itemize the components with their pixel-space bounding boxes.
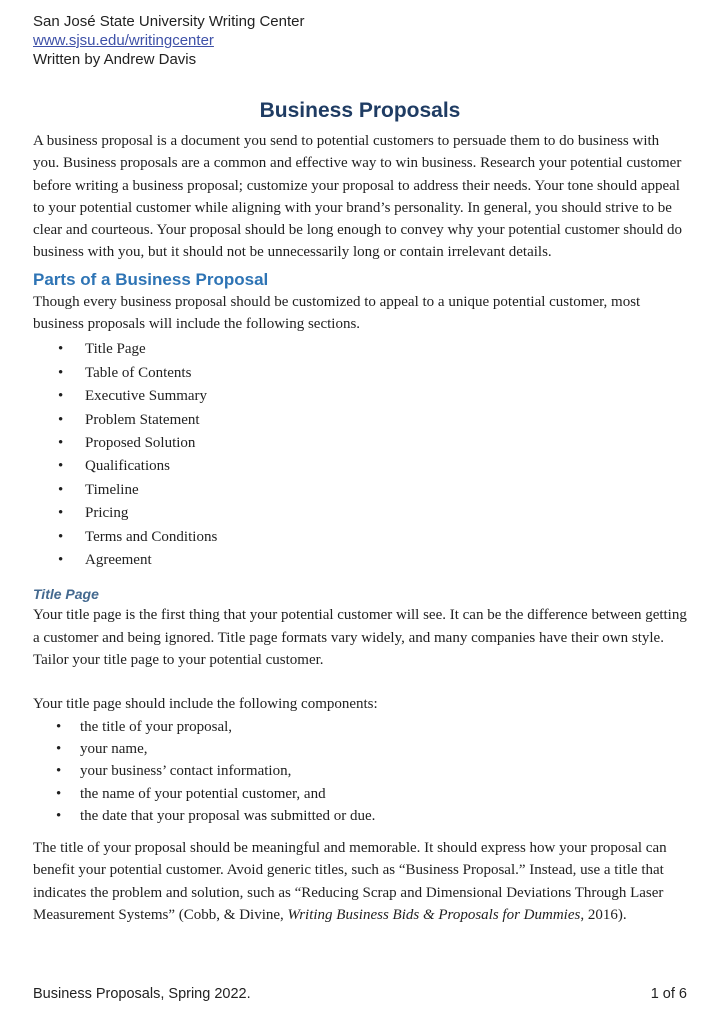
- list-item: • Timeline: [33, 479, 687, 502]
- header-organization: San José State University Writing Center: [33, 13, 305, 30]
- writing-center-link[interactable]: www.sjsu.edu/writingcenter: [33, 32, 214, 49]
- closing-text-start: The title of your proposal should be meaningful and memorable. It should express how your proposal can benefit your potential customer. Avoid generic titles, such as “Business Proposal.” Instead, use a title that indicates the problem and solution, such as “Reducing Scrap and Dimensional Deviations Through Laser Measurement Systems” (Cobb, & Divine,: [33, 840, 667, 923]
- list-item: • Pricing: [33, 502, 687, 525]
- intro-paragraph: A business proposal is a document you send to potential customers to persuade them to do business with you. Business proposals are a common and effective way to win business. Research your potential customer before writing a business proposal; customize your proposal to address their needs. Your tone should appeal to your potential customer while aligning with your brand’s personality. In general, you should strive to be clear and courteous. Your proposal should be long enough to convey why your potential customer should do business with you, but it should not be unnecessarily long or contain irrelevant details.: [33, 133, 683, 261]
- list-item: • Agreement: [33, 549, 687, 572]
- header-link-row: [33, 31, 687, 50]
- title-page-components-list: [33, 716, 687, 827]
- subsection-heading-title-page: Title Page: [33, 586, 99, 603]
- list-item: • the name of your potential customer, and: [33, 783, 687, 805]
- components-intro: Your title page should include the following components:: [33, 696, 378, 713]
- document-header: [33, 12, 687, 69]
- list-item: • your name,: [33, 738, 687, 760]
- list-item: • Qualifications: [33, 455, 687, 478]
- list-item: • the date that your proposal was submitted or due.: [33, 805, 687, 827]
- section-heading-parts: Parts of a Business Proposal: [33, 269, 269, 289]
- title-page-paragraph: Your title page is the first thing that your potential customer will see. It can be the difference between getting a customer and being ignored. Title page formats vary widely, and many companies have their own style. Tailor your title page to your potential customer.: [33, 607, 687, 669]
- list-item: • Terms and Conditions: [33, 526, 687, 549]
- header-byline: Written by Andrew Davis: [33, 51, 197, 68]
- list-item: • Title Page: [33, 338, 687, 361]
- page-title: Business Proposals: [259, 99, 461, 122]
- list-item: • Proposed Solution: [33, 432, 687, 455]
- closing-paragraph: [33, 837, 687, 926]
- footer-document-label: Business Proposals, Spring 2022.: [33, 986, 251, 1002]
- book-title-italic: Writing Business Bids & Proposals for Dummies: [287, 907, 581, 923]
- footer-page-number: 1 of 6: [650, 986, 687, 1002]
- list-item: • Table of Contents: [33, 362, 687, 385]
- document-footer: [33, 983, 687, 1005]
- list-item: • Problem Statement: [33, 409, 687, 432]
- closing-text-end: , 2016).: [580, 907, 627, 923]
- list-item: • Executive Summary: [33, 385, 687, 408]
- list-item: • the title of your proposal,: [33, 716, 687, 738]
- proposal-parts-list: [33, 338, 687, 572]
- list-item: • your business’ contact information,: [33, 760, 687, 782]
- parts-intro-paragraph: Though every business proposal should be customized to appeal to a unique potential customer, most business proposals will include the following sections.: [33, 293, 641, 333]
